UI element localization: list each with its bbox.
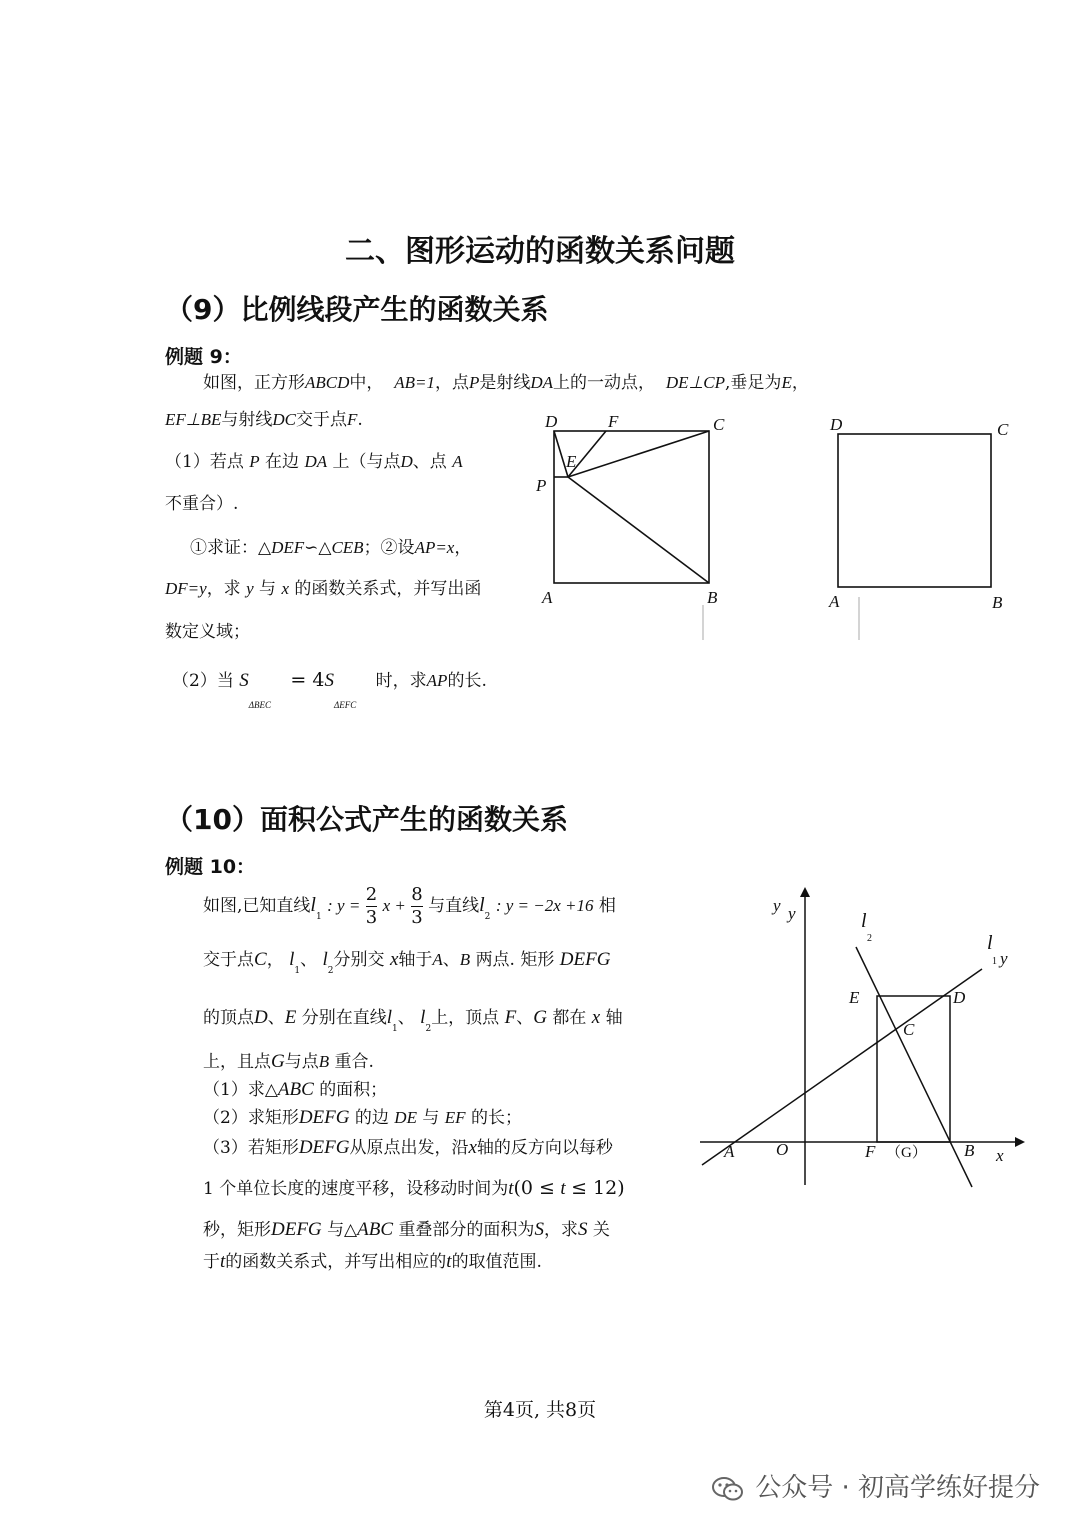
section-10-heading: （10）面积公式产生的函数关系: [165, 803, 568, 836]
ex9-line-8: （2）当 $S_{\Delta BEC} = 4S_{\Delta EFC}$ 时，求AP的长.: [172, 669, 487, 710]
ex10-question-3: （3）若矩形DEFG从原点出发，沿x轴的反方向以每秒: [203, 1137, 613, 1158]
label-e: E: [566, 452, 577, 471]
label-b: B: [992, 593, 1003, 612]
example-9-label: 例题 9：: [165, 346, 242, 368]
watermark: [711, 1467, 1040, 1504]
ex10-question-3-cont-1: 1 个单位长度的速度平移，设移动时间为t(0 ≤ t ≤ 12): [203, 1177, 625, 1199]
ex9-line-3: （1）若点 P 在边 DA 上（与点D、点 A: [165, 452, 463, 472]
ex9-line-1: 如图，正方形ABCD中， AB=1，点P是射线DA上的一动点， DE⊥CP,垂足为E，: [203, 373, 809, 393]
segment-pc: [568, 431, 709, 477]
label-c: C: [997, 420, 1009, 439]
label-a: A: [829, 592, 840, 611]
wechat-icon: [711, 1476, 745, 1502]
fraction-two-thirds: $\frac{2}{3}$: [365, 884, 378, 928]
ex9-line-7: 数定义域；: [165, 622, 250, 642]
ex10-question-2: （2）求矩形DEFG 的边 DE 与 EF 的长；: [203, 1107, 522, 1128]
label-o: O: [776, 1140, 789, 1159]
ex10-line-1: 如图,已知直线$l_1$ : y = $\frac{2}{3}$ x + $\frac{8}{3}$ 与直线$l_2$ : y = −2x +16 相: [203, 884, 616, 928]
ex9-line-4: 不重合）.: [165, 494, 239, 514]
fraction-eight-thirds: $\frac{8}{3}$: [411, 884, 423, 928]
ex9-line-6: DF=y，求 y 与 x 的函数关系式，并写出函: [165, 579, 482, 599]
line-l1: [702, 969, 982, 1165]
label-y-axis-1: y: [773, 896, 781, 915]
label-c: C: [713, 415, 725, 434]
label-c: C: [903, 1020, 915, 1039]
label-p: P: [536, 476, 547, 495]
label-e: E: [849, 988, 860, 1007]
x-axis-arrow: [1015, 1137, 1025, 1147]
section-9-heading: （9）比例线段产生的函数关系: [165, 293, 549, 326]
page-title: 二、图形运动的函数关系问题: [345, 234, 735, 269]
figure-10-coordinate-plane: [690, 885, 1030, 1195]
ex10-question-3-cont-3: 于t的函数关系式，并写出相应的t的取值范围.: [203, 1251, 542, 1272]
label-b: B: [707, 588, 718, 607]
label-l1: l: [987, 932, 993, 954]
example-10-label: 例题 10：: [165, 856, 256, 878]
ex10-question-3-cont-2: 秒，矩形DEFG 与△ABC 重叠部分的面积为S，求S 关: [203, 1219, 610, 1240]
figure-9-square-blank: [815, 405, 1025, 645]
label-l1-y: y: [1000, 949, 1008, 968]
y-axis-arrow: [800, 887, 810, 897]
ex10-line-3: 的顶点D、E 分别在直线$l_1$、 $l_2$上，顶点 F、G 都在 x 轴: [203, 1007, 623, 1034]
label-f: F: [608, 412, 619, 431]
label-x-axis: x: [996, 1146, 1004, 1165]
page-number: 第4页, 共8页: [483, 1399, 597, 1421]
label-y-axis-2: y: [788, 904, 796, 923]
segment-pb: [568, 477, 709, 583]
ex9-line-2: EF⊥BE与射线DC交于点F.: [165, 410, 363, 430]
square-abcd: [554, 431, 709, 583]
ex9-line-5: ①求证：△DEF∽△CEB；②设AP=x，: [190, 538, 472, 558]
label-d: D: [830, 415, 843, 434]
square-abcd-blank: [838, 434, 991, 587]
label-a: A: [724, 1142, 735, 1161]
ex10-line-4: 上，且点G与点B 重合.: [203, 1051, 374, 1072]
label-f: F: [865, 1142, 876, 1161]
figure-9-square-with-construction: [520, 405, 730, 645]
label-d: D: [953, 988, 966, 1007]
label-l1-sub: 1: [992, 956, 997, 967]
label-a: A: [542, 588, 553, 607]
ex10-question-1: （1）求△ABC 的面积；: [203, 1079, 388, 1100]
label-l2-sub: 2: [867, 933, 872, 944]
label-l2: l: [861, 910, 867, 932]
ex10-line-2: 交于点C， $l_1$、 $l_2$分别交 x轴于A、B 两点. 矩形 DEFG: [203, 949, 611, 976]
watermark-text: 公众号 · 初高学练好提分: [755, 1473, 1040, 1503]
label-b: B: [964, 1141, 975, 1160]
label-d: D: [545, 412, 558, 431]
label-g: （G）: [886, 1145, 927, 1161]
